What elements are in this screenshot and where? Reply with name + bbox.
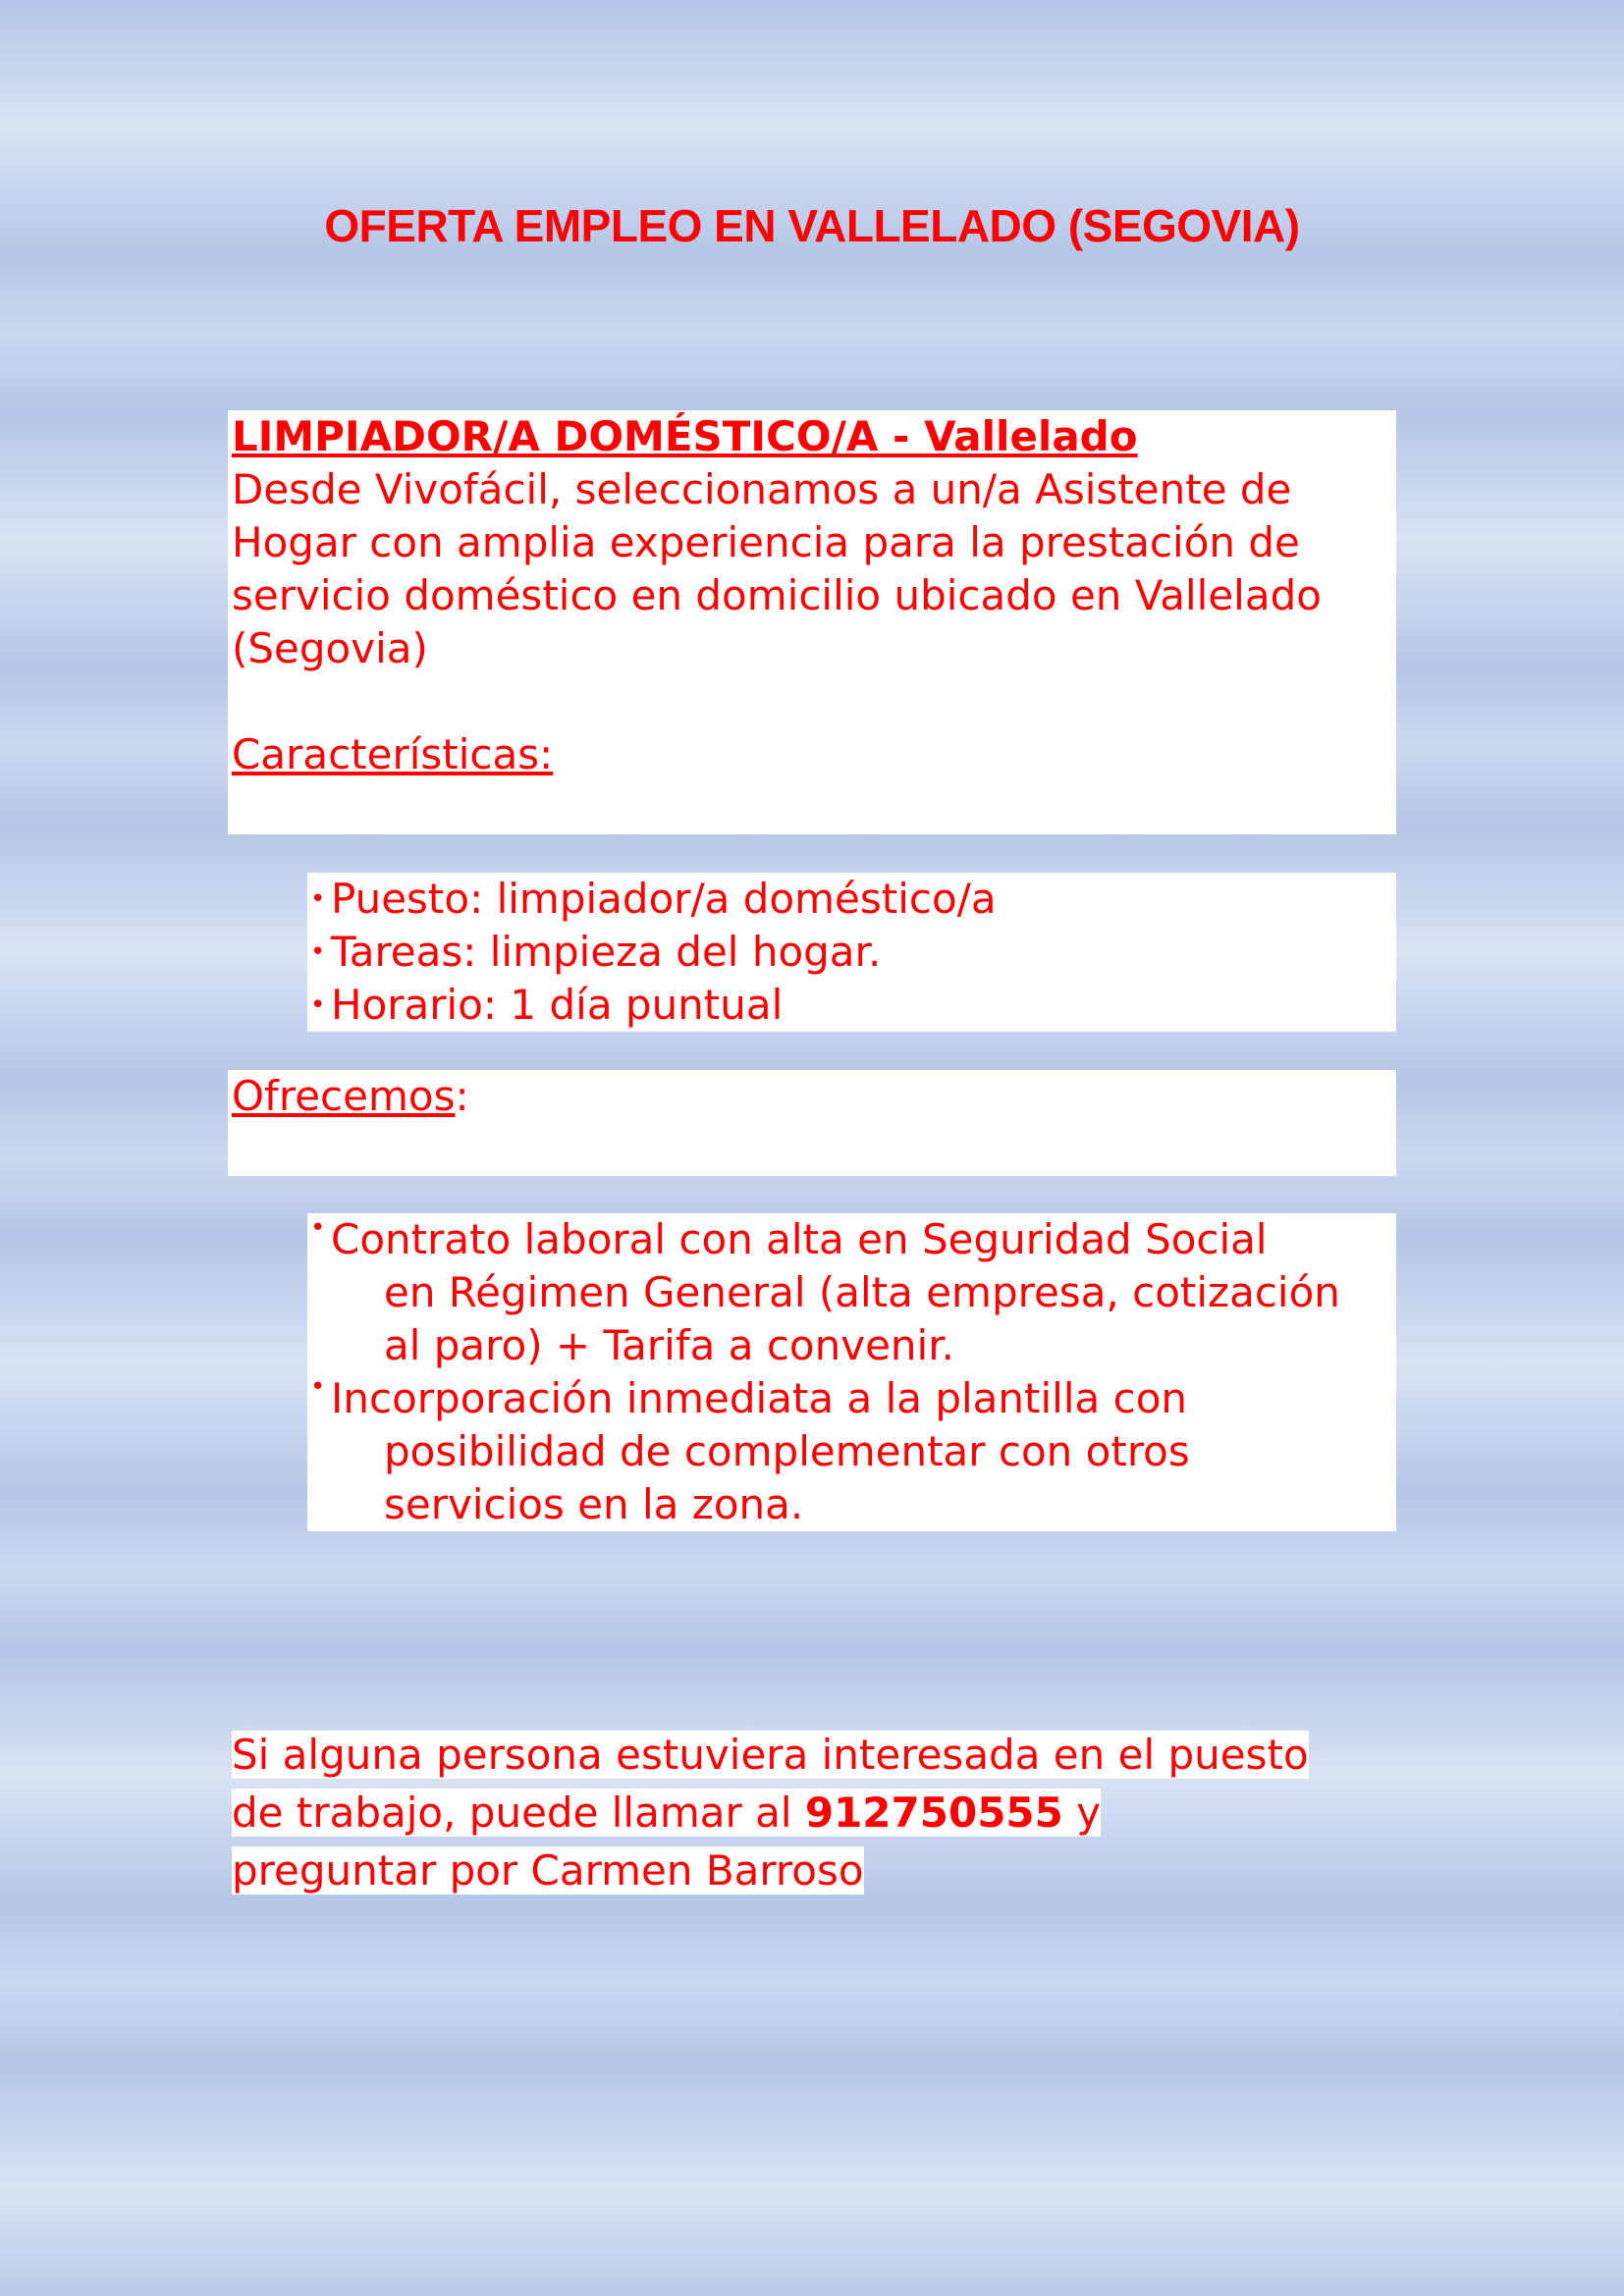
intro-line: servicio doméstico en domicilio ubicado en Vallelado xyxy=(232,571,1322,619)
caracteristicas-list xyxy=(307,873,1396,1032)
ofrecemos-list xyxy=(307,1213,1396,1531)
ofrecemos-list-section xyxy=(307,1213,1396,1531)
phone-number: 912750555 xyxy=(804,1789,1063,1837)
list-item: • Horario: 1 día puntual xyxy=(307,979,1396,1032)
ofrecemos-heading-line xyxy=(232,1070,1392,1123)
contact-line-2-end: y xyxy=(1062,1789,1102,1837)
intro-line: Hogar con amplia experiencia para la prestación de xyxy=(232,518,1300,566)
contact-line-1: Si alguna persona estuviera interesada en el puesto xyxy=(232,1731,1309,1779)
contact-paragraph xyxy=(232,1726,1309,1899)
intro-line: Desde Vivofácil, seleccionamos a un/a Asistente de xyxy=(232,465,1292,513)
ofrecemos-colon: : xyxy=(455,1072,469,1120)
page-title: OFERTA EMPLEO EN VALLELADO (SEGOVIA) xyxy=(324,200,1300,251)
list-item xyxy=(307,1372,1396,1531)
list-item-line: • Incorporación inmediata a la plantilla con xyxy=(331,1374,1188,1422)
contact-line-2-text: de trabajo, puede llamar al xyxy=(232,1789,805,1837)
list-item-line: en Régimen General (alta empresa, cotización xyxy=(384,1268,1340,1316)
list-item-line: • Contrato laboral con alta en Seguridad Social xyxy=(331,1215,1268,1263)
ofrecemos-section xyxy=(228,1070,1396,1176)
caracteristicas-list-section xyxy=(307,873,1396,1032)
list-item: • Tareas: limpieza del hogar. xyxy=(307,926,1396,979)
list-item xyxy=(307,1213,1396,1372)
contact-line-2 xyxy=(232,1789,1101,1837)
job-intro-section xyxy=(228,410,1396,834)
list-item-line: al paro) + Tarifa a convenir. xyxy=(384,1321,954,1369)
intro-line: (Segovia) xyxy=(232,624,428,672)
ofrecemos-heading: Ofrecemos xyxy=(232,1072,456,1120)
contact-line-3: preguntar por Carmen Barroso xyxy=(232,1846,864,1895)
list-item-line: servicios en la zona. xyxy=(384,1480,804,1528)
spacer xyxy=(232,675,1392,728)
list-item: • Puesto: limpiador/a doméstico/a xyxy=(307,873,1396,926)
list-item-line: posibilidad de complementar con otros xyxy=(384,1427,1190,1475)
job-title: LIMPIADOR/A DOMÉSTICO/A - Vallelado xyxy=(232,412,1138,460)
caracteristicas-heading: Características: xyxy=(232,730,554,778)
